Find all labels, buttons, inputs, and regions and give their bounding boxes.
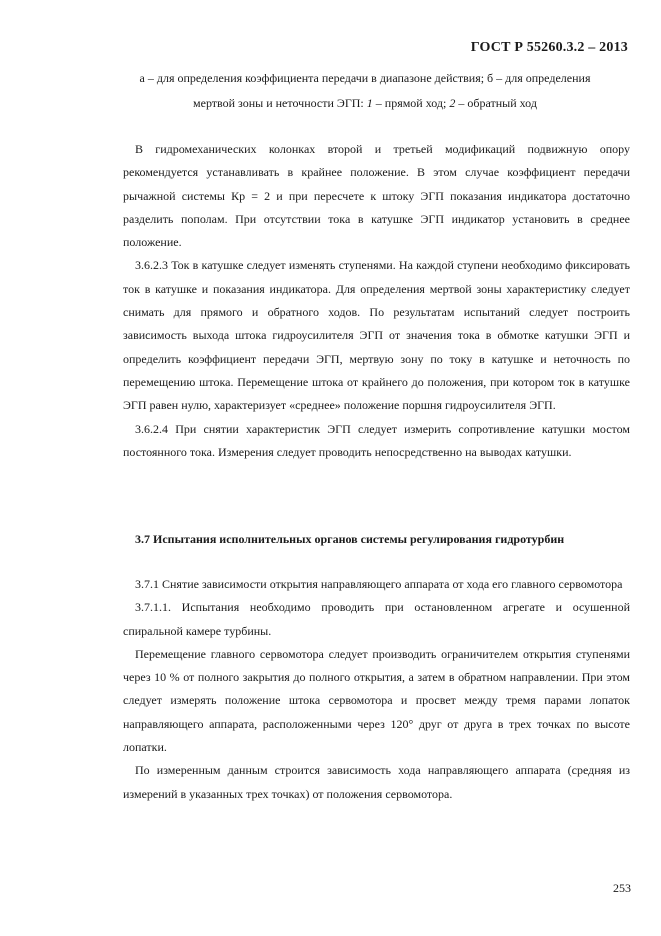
caption-mark-2: 2 xyxy=(449,96,456,110)
paragraph: По измеренным данным строится зависимость хода направляющего аппарата (средняя из измерений в указанных трех точках) от положения сервомотора. xyxy=(123,763,630,801)
caption-line-2-mid: – прямой ход; xyxy=(372,96,450,110)
caption-line-2 xyxy=(95,91,635,116)
page-number: 253 xyxy=(613,881,631,895)
paragraph: 3.6.2.3 Ток в катушке следует изменять ступенями. На каждой ступени необходимо фиксировать ток в катушке и показания индикатора. Для определения мертвой зоны характеристику следует снимать для прямого и обратного ходов. По результатам испытаний следует построить зависимость выхода штока гидроусилителя ЭГП от значения тока в обмотке катушки ЭГП и определить коэффициент передачи ЭГП, мертвую зону по току в катушке и неточность по перемещению штока. Перемещение штока от крайнего до положения, при котором ток в катушке ЭГП равен нулю, характеризует «среднее» положение поршня гидроусилителя ЭГП. xyxy=(123,258,630,413)
caption-line-2-text: мертвой зоны и неточности ЭГП: xyxy=(193,96,367,110)
caption-line-2-end: – обратный ход xyxy=(455,96,537,110)
paragraph: 3.6.2.4 При снятии характеристик ЭГП следует измерить сопротивление катушки мостом постоянного тока. Измерения следует проводить непосредственно на выводах катушки. xyxy=(123,421,630,459)
body-block-1 xyxy=(123,138,630,464)
figure-caption xyxy=(95,66,635,116)
section-heading: 3.7 Испытания исполнительных органов системы регулирования гидротурбин xyxy=(135,532,565,546)
caption-mark-1: 1 xyxy=(366,96,373,110)
body-block-2 xyxy=(123,573,630,806)
paragraph: Перемещение главного сервомотора следует производить ограничителем открытия ступенями через 10 % от полного закрытия до полного открытия, а затем в обратном направлении. При этом следует измерять положение штока сервомотора и просвет между тремя парами лопаток направляющего аппарата, расположенными через 120° друг от друга в трех точках по высоте лопатки. xyxy=(123,646,630,755)
paragraph: 3.7.1.1. Испытания необходимо проводить при остановленном агрегате и осушенной спиральной камере турбины. xyxy=(123,600,630,638)
paragraph: 3.7.1 Снятие зависимости открытия направляющего аппарата от хода его главного сервомотора xyxy=(135,577,623,591)
caption-line-1: а – для определения коэффициента передачи в диапазоне действия; б – для определения xyxy=(139,71,591,85)
paragraph: В гидромеханических колонках второй и третьей модификаций подвижную опору рекомендуется устанавливать в крайнее положение. В этом случае коэффициент передачи рычажной системы Кр = 2 и при пересчете к штоку ЭГП показания индикатора достаточно разделить пополам. При отсутствии тока в катушке ЭГП индикатор установить в среднее положение. xyxy=(123,142,630,250)
standard-header: ГОСТ Р 55260.3.2 – 2013 xyxy=(470,40,628,55)
